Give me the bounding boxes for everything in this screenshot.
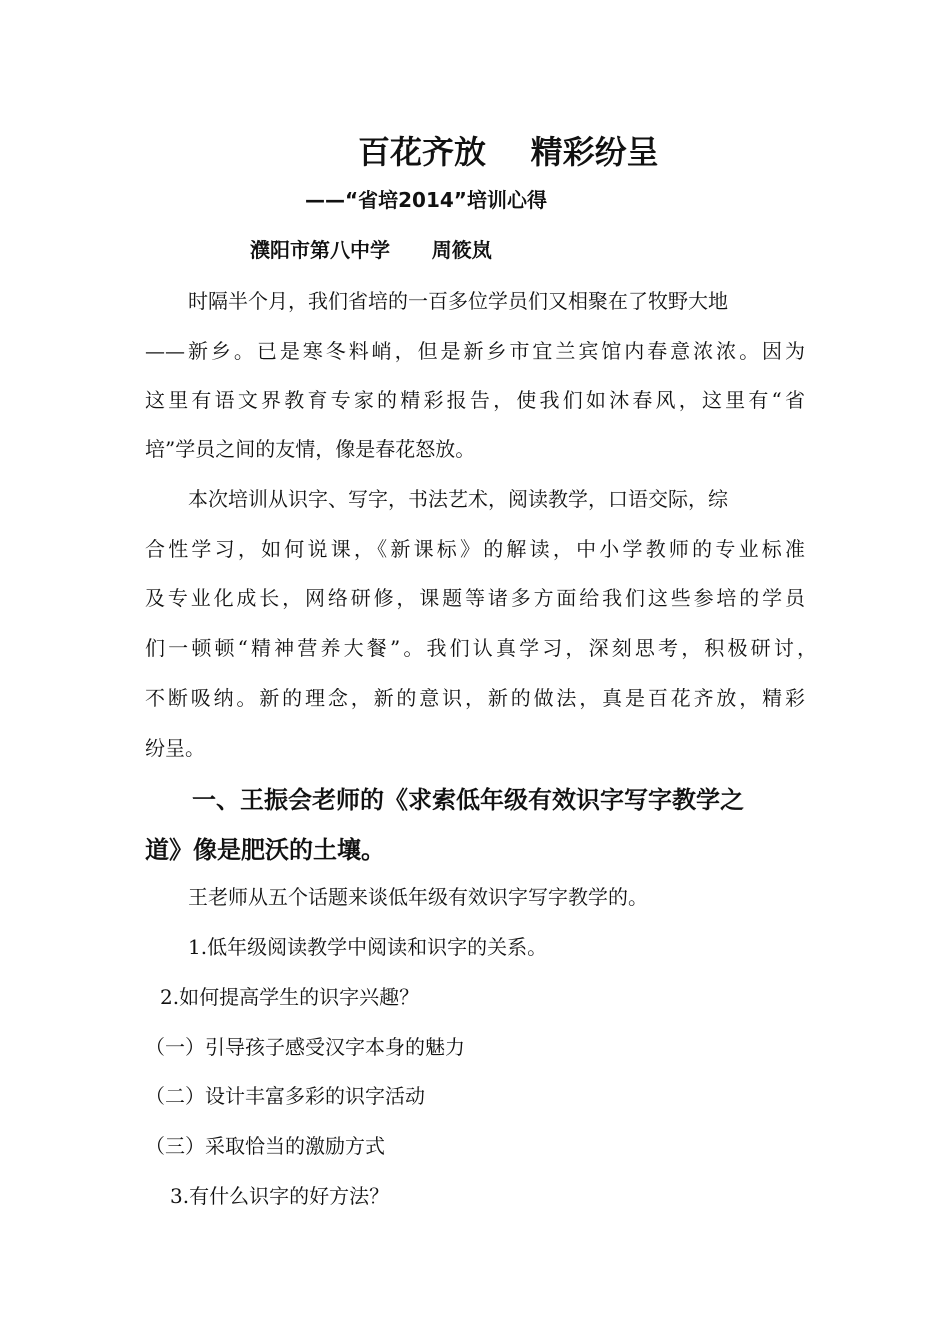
- paragraph-line: 时隔半个月，我们省培的一百多位学员们又相聚在了牧野大地: [188, 289, 728, 313]
- paragraph-line: 培”学员之间的友情，像是春花怒放。: [145, 437, 476, 461]
- paragraph-line: ——新乡。已是寒冬料峭，但是新乡市宜兰宾馆内春意浓浓。因为: [145, 339, 805, 363]
- paragraph-line: 这里有语文界教育专家的精彩报告，使我们如沐春风，这里有“省: [145, 388, 805, 412]
- document-title: 百花齐放 精彩纷呈: [358, 133, 659, 171]
- paragraph-line: 本次培训从识字、写字，书法艺术，阅读教学，口语交际，综: [188, 487, 728, 511]
- list-item: 3.有什么识字的好方法？: [170, 1184, 390, 1208]
- paragraph-line: 合性学习，如何说课，《新课标》的解读，中小学教师的专业标准: [145, 537, 805, 561]
- sub-list-item: （二）设计丰富多彩的识字活动: [145, 1084, 425, 1108]
- paragraph-line: 不断吸纳。新的理念，新的意识，新的做法，真是百花齐放，精彩: [145, 686, 805, 710]
- paragraph-line: 及专业化成长，网络研修，课题等诸多方面给我们这些参培的学员: [145, 586, 805, 610]
- list-item: 1.低年级阅读教学中阅读和识字的关系。: [188, 935, 548, 959]
- document-subtitle: ——“省培2014”培训心得: [305, 188, 547, 212]
- document-author: 濮阳市第八中学 周筱岚: [250, 238, 492, 262]
- section-heading: 一、王振会老师的《求索低年级有效识字写字教学之: [192, 786, 744, 814]
- list-item: 2.如何提高学生的识字兴趣？: [160, 985, 420, 1009]
- intro-line: 王老师从五个话题来谈低年级有效识字写字教学的。: [188, 885, 648, 909]
- sub-list-item: （三）采取恰当的激励方式: [145, 1134, 385, 1158]
- paragraph-line: 们一顿顿“精神营养大餐”。我们认真学习，深刻思考，积极研讨，: [145, 636, 817, 660]
- section-heading: 道》像是肥沃的土壤。: [145, 836, 385, 864]
- sub-list-item: （一）引导孩子感受汉字本身的魅力: [145, 1035, 465, 1059]
- paragraph-line: 纷呈。: [145, 736, 205, 760]
